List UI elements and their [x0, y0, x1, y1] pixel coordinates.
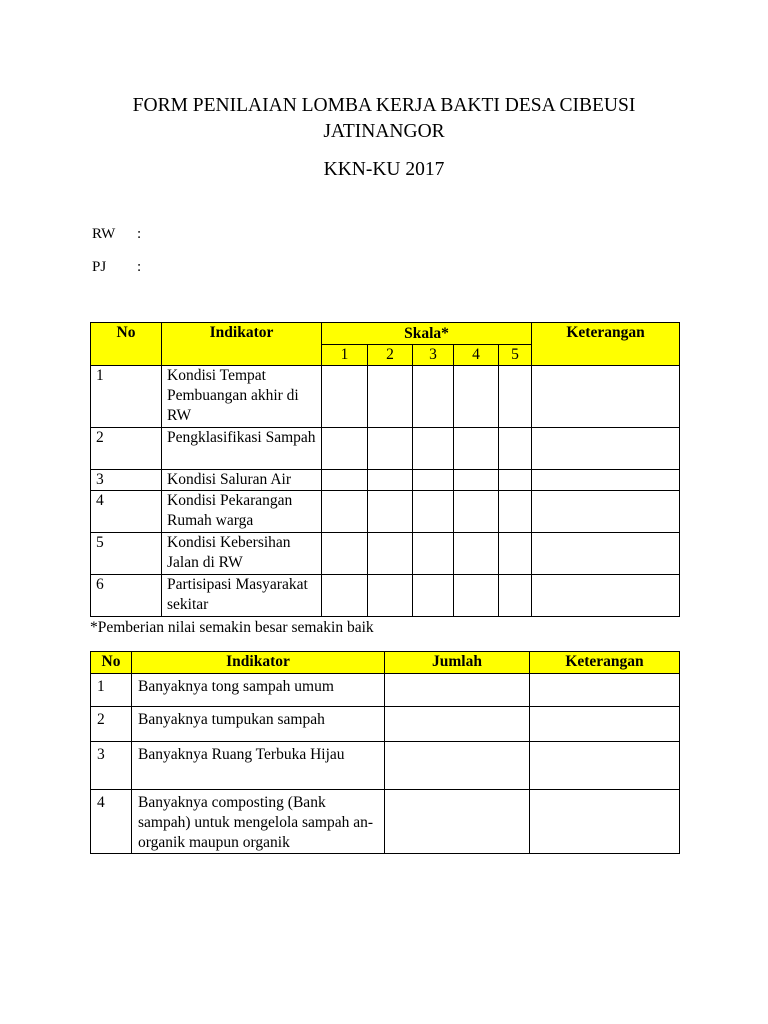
jumlah-cell[interactable] — [385, 742, 530, 790]
scale-2: 2 — [368, 345, 413, 366]
row-indikator: Banyaknya tong sampah umum — [132, 674, 385, 707]
score-cell[interactable] — [413, 428, 454, 470]
score-cell[interactable] — [454, 533, 499, 575]
keterangan-cell[interactable] — [530, 707, 680, 742]
jumlah-cell[interactable] — [385, 674, 530, 707]
count-table — [90, 651, 680, 854]
scale-1: 1 — [322, 345, 368, 366]
table-row — [91, 742, 680, 790]
score-cell[interactable] — [454, 575, 499, 617]
score-cell[interactable] — [413, 491, 454, 533]
table-row — [91, 366, 680, 428]
score-cell[interactable] — [454, 428, 499, 470]
row-no: 4 — [91, 790, 132, 854]
row-indikator: Kondisi Saluran Air — [162, 470, 322, 491]
table-row — [91, 674, 680, 707]
keterangan-cell[interactable] — [530, 674, 680, 707]
score-cell[interactable] — [368, 575, 413, 617]
scale-5: 5 — [499, 345, 532, 366]
table-row — [91, 575, 680, 617]
table-row — [91, 707, 680, 742]
score-cell[interactable] — [454, 491, 499, 533]
form-subtitle: KKN-KU 2017 — [323, 159, 445, 180]
pj-field — [92, 259, 141, 276]
row-indikator: Pengklasifikasi Sampah — [162, 428, 322, 470]
row-no: 1 — [91, 366, 162, 428]
col-header-indikator: Indikator — [162, 323, 322, 366]
form-title-line2: JATINANGOR — [323, 121, 445, 142]
scale-4: 4 — [454, 345, 499, 366]
score-cell[interactable] — [413, 470, 454, 491]
table-row — [91, 491, 680, 533]
keterangan-cell[interactable] — [532, 470, 680, 491]
rw-colon: : — [137, 226, 142, 242]
row-no: 3 — [91, 742, 132, 790]
keterangan-cell[interactable] — [532, 428, 680, 470]
row-indikator: Partisipasi Masyarakat sekitar — [162, 575, 322, 617]
score-cell[interactable] — [368, 491, 413, 533]
pj-colon: : — [137, 259, 142, 275]
col-header-skala: Skala* — [322, 323, 532, 345]
score-cell[interactable] — [499, 575, 532, 617]
score-cell[interactable] — [413, 533, 454, 575]
col-header-no: No — [91, 323, 162, 366]
score-cell[interactable] — [499, 428, 532, 470]
score-cell[interactable] — [322, 366, 368, 428]
row-no: 5 — [91, 533, 162, 575]
col-header-indikator: Indikator — [132, 652, 385, 674]
keterangan-cell[interactable] — [532, 491, 680, 533]
keterangan-cell[interactable] — [530, 742, 680, 790]
score-cell[interactable] — [454, 470, 499, 491]
score-cell[interactable] — [413, 575, 454, 617]
col-header-no: No — [91, 652, 132, 674]
score-cell[interactable] — [322, 533, 368, 575]
score-cell[interactable] — [368, 366, 413, 428]
score-cell[interactable] — [499, 533, 532, 575]
pj-label: PJ — [92, 259, 107, 275]
scoring-table — [90, 322, 680, 617]
row-no: 2 — [91, 428, 162, 470]
score-cell[interactable] — [322, 470, 368, 491]
jumlah-cell[interactable] — [385, 790, 530, 854]
jumlah-cell[interactable] — [385, 707, 530, 742]
score-cell[interactable] — [499, 491, 532, 533]
table-row — [91, 470, 680, 491]
row-indikator: Banyaknya tumpukan sampah — [132, 707, 385, 742]
score-cell[interactable] — [454, 366, 499, 428]
score-cell[interactable] — [368, 428, 413, 470]
table-row — [91, 533, 680, 575]
keterangan-cell[interactable] — [530, 790, 680, 854]
score-cell[interactable] — [368, 470, 413, 491]
score-cell[interactable] — [499, 470, 532, 491]
row-no: 6 — [91, 575, 162, 617]
keterangan-cell[interactable] — [532, 533, 680, 575]
keterangan-cell[interactable] — [532, 575, 680, 617]
row-indikator: Banyaknya composting (Bank sampah) untuk mengelola sampah an-organik maupun organik — [132, 790, 385, 854]
row-indikator: Kondisi Pekarangan Rumah warga — [162, 491, 322, 533]
row-indikator: Banyaknya Ruang Terbuka Hijau — [132, 742, 385, 790]
row-indikator: Kondisi Tempat Pembuangan akhir di RW — [162, 366, 322, 428]
score-cell[interactable] — [413, 366, 454, 428]
score-cell[interactable] — [499, 366, 532, 428]
col-header-jumlah: Jumlah — [385, 652, 530, 674]
row-no: 2 — [91, 707, 132, 742]
form-title-line1: FORM PENILAIAN LOMBA KERJA BAKTI DESA CIBEUSI — [132, 95, 636, 116]
col-header-keterangan: Keterangan — [532, 323, 680, 366]
scale-3: 3 — [413, 345, 454, 366]
col-header-keterangan: Keterangan — [530, 652, 680, 674]
keterangan-cell[interactable] — [532, 366, 680, 428]
row-no: 3 — [91, 470, 162, 491]
row-indikator: Kondisi Kebersihan Jalan di RW — [162, 533, 322, 575]
score-cell[interactable] — [368, 533, 413, 575]
row-no: 1 — [91, 674, 132, 707]
score-cell[interactable] — [322, 491, 368, 533]
table-row — [91, 428, 680, 470]
score-cell[interactable] — [322, 575, 368, 617]
score-cell[interactable] — [322, 428, 368, 470]
scale-note: *Pemberian nilai semakin besar semakin baik — [90, 619, 374, 636]
rw-label: RW — [92, 226, 116, 242]
table-row — [91, 790, 680, 854]
row-no: 4 — [91, 491, 162, 533]
rw-field — [92, 226, 141, 243]
